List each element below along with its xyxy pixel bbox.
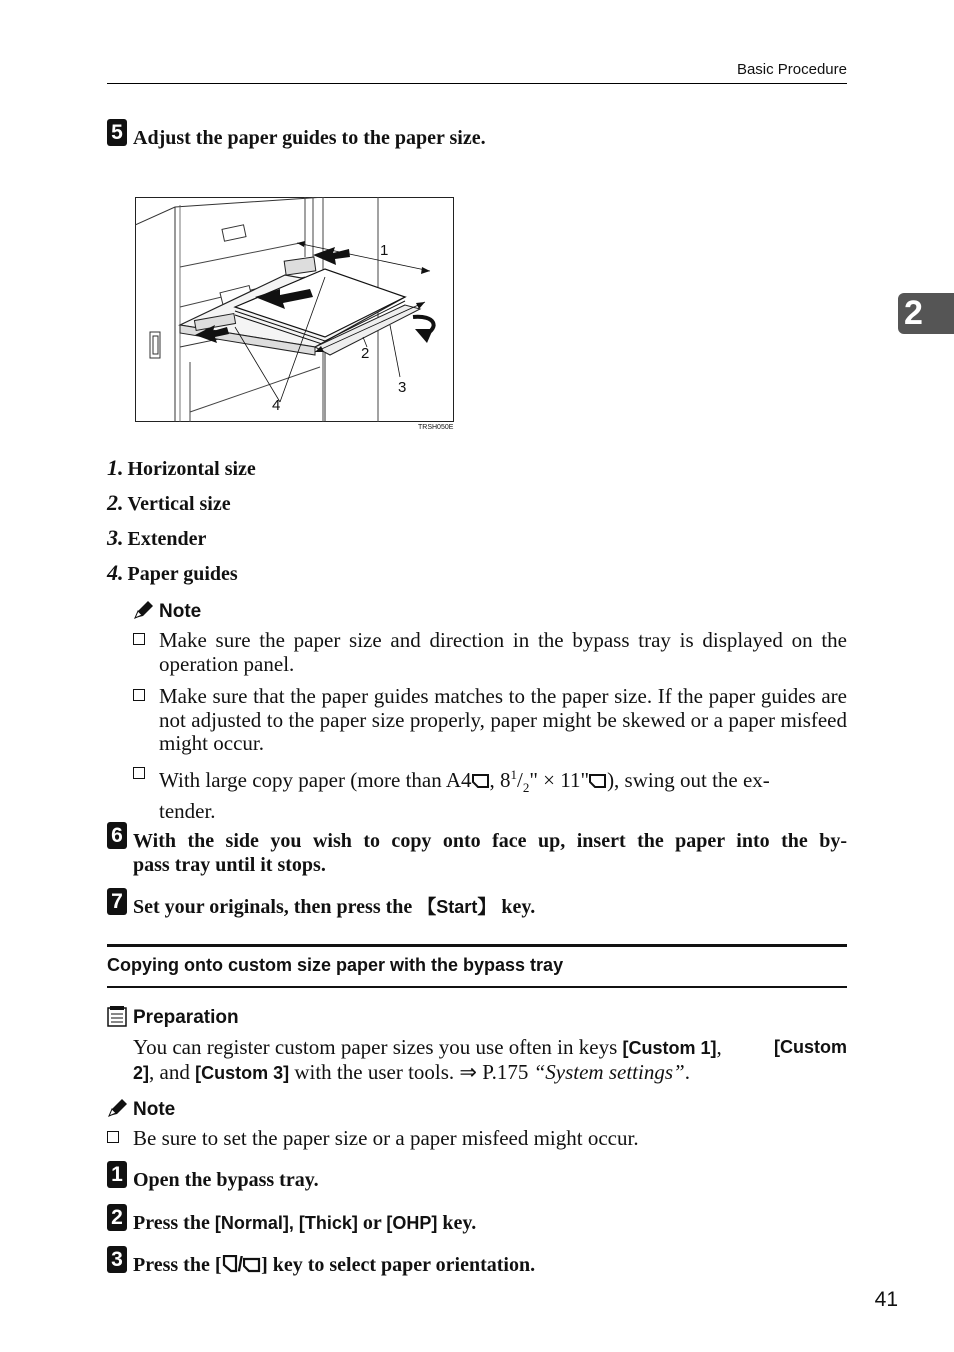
step-number-6: 6 (107, 822, 127, 849)
callout-4: 4 (272, 397, 281, 414)
checkbox-icon (107, 1131, 119, 1143)
callout-3: 3 (398, 379, 407, 396)
running-header: Basic Procedure (736, 61, 847, 78)
preparation-body: You can register custom paper sizes you use often in keys [Custom 1], [Custom 2], and [Custom 3] with the user tools. ⇒ P.175 “System settings”. (133, 1035, 847, 1084)
checkbox-icon (133, 633, 145, 645)
cross-reference: “System settings” (533, 1060, 685, 1084)
step-2-text: Press the [Normal], [Thick] or [OHP] key. (133, 1212, 477, 1234)
landscape-orientation-icon (589, 773, 607, 789)
legend-item: 1. Horizontal size (107, 455, 256, 480)
pencil-icon (107, 1098, 129, 1118)
header-rule (107, 83, 847, 84)
custom-1-key: [Custom 1] (622, 1038, 717, 1058)
section-bottom-rule (107, 986, 847, 988)
checkbox-icon (133, 767, 145, 779)
note-heading: Note (133, 600, 201, 623)
callout-1: 1 (380, 242, 389, 259)
step-number-5: 5 (107, 119, 127, 146)
custom-2-key: [Custom (774, 1037, 847, 1057)
legend-item: 2. Vertical size (107, 490, 231, 515)
step-number-7: 7 (107, 888, 127, 915)
start-key: Start (436, 897, 478, 917)
step-1-text: Open the bypass tray. (133, 1169, 319, 1191)
chapter-tab: 2 (898, 293, 954, 334)
callout-2: 2 (361, 345, 370, 362)
section-top-rule (107, 944, 847, 947)
normal-thick-keys: [Normal], [Thick] (214, 1213, 358, 1233)
note-item: Make sure that the paper guides matches to the paper size. If the paper guides are not adjusted to the paper size properly, paper might be skewed or a paper misfeed might occur. (133, 685, 847, 756)
step-5-text: Adjust the paper guides to the paper size. (133, 127, 486, 149)
ohp-key: [OHP] (386, 1213, 438, 1233)
pencil-icon (133, 600, 155, 620)
step-6-text-line2: pass tray until it stops. (133, 854, 326, 876)
section-title: Copying onto custom size paper with the bypass tray (107, 955, 564, 975)
step-7-text: Set your originals, then press the 【Start】 key. (133, 896, 536, 918)
figure-code: TRSH050E (418, 424, 454, 431)
legend-item: 4. Paper guides (107, 560, 238, 585)
page-number: 41 (874, 1288, 898, 1311)
step-3-text: Press the [ / ] key to select paper orientation. (133, 1254, 536, 1276)
step-number-2: 2 (107, 1204, 127, 1231)
note-item: With large copy paper (more than A4 , $8^1/_2$" × 11" ), swing out the ex- tender. (133, 763, 847, 823)
preparation-heading: Preparation (107, 1005, 239, 1029)
step-number-1: 1 (107, 1161, 127, 1188)
landscape-orientation-icon (243, 1257, 261, 1273)
custom-3-key: [Custom 3] (195, 1063, 290, 1083)
bypass-tray-illustration (135, 197, 454, 422)
note-item: Make sure the paper size and direction in the bypass tray is displayed on the operation panel. (133, 629, 847, 676)
clipboard-icon (107, 1005, 127, 1027)
step-6-text-line1: With the side you wish to copy onto face up, insert the paper into the by- (133, 830, 847, 852)
portrait-orientation-icon (222, 1255, 238, 1273)
note-heading: Note (107, 1098, 175, 1121)
note-item: Be sure to set the paper size or a paper misfeed might occur. (107, 1127, 847, 1151)
landscape-orientation-icon (472, 773, 490, 789)
step-number-3: 3 (107, 1246, 127, 1273)
legend-item: 3. Extender (107, 525, 207, 550)
checkbox-icon (133, 689, 145, 701)
